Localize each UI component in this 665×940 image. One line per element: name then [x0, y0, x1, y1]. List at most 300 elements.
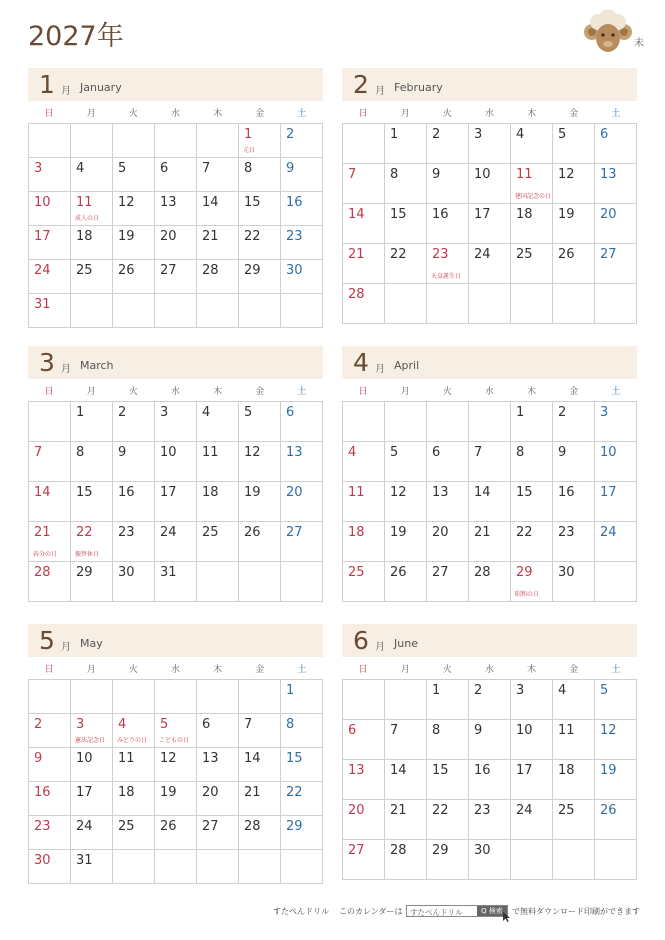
month-header [342, 624, 637, 657]
day-cell [595, 244, 637, 284]
day-cell [427, 720, 469, 760]
month-header [28, 68, 323, 101]
day-cell [29, 714, 71, 748]
week-row [29, 562, 323, 602]
day-number: 18 [118, 785, 135, 800]
month-header [28, 346, 323, 379]
day-number: 12 [558, 167, 575, 182]
day-cell [113, 714, 155, 748]
day-number: 6 [202, 717, 211, 732]
day-cell [155, 714, 197, 748]
day-number: 20 [432, 525, 449, 540]
day-number: 30 [474, 843, 491, 858]
day-cell [155, 850, 197, 884]
day-number: 6 [432, 445, 441, 460]
day-cell [469, 680, 511, 720]
day-number: 30 [286, 263, 303, 278]
day-cell [197, 680, 239, 714]
day-number: 3 [474, 127, 483, 142]
footer-brand[interactable]: すたぺんドリル [273, 907, 329, 916]
weekday-label: 日 [44, 108, 54, 119]
day-number: 19 [118, 229, 135, 244]
weekday-label: 火 [442, 108, 452, 119]
weekday-label: 土 [611, 386, 621, 397]
day-number: 11 [516, 167, 533, 182]
weekday-label: 日 [44, 386, 54, 397]
day-cell [239, 748, 281, 782]
weekday-row [342, 657, 637, 679]
day-number: 9 [118, 445, 127, 460]
month-header [28, 624, 323, 657]
month-number: 1 [39, 70, 55, 99]
day-number: 1 [286, 683, 295, 698]
day-cell [239, 260, 281, 294]
week-row [29, 680, 323, 714]
weekday-label: 日 [44, 664, 54, 675]
week-row [29, 522, 323, 562]
day-number: 19 [160, 785, 177, 800]
day-cell [511, 244, 553, 284]
day-cell [197, 782, 239, 816]
month-number: 6 [353, 626, 369, 655]
day-cell [197, 158, 239, 192]
day-cell [511, 680, 553, 720]
day-cell [427, 800, 469, 840]
month-may [28, 624, 323, 884]
day-number: 2 [286, 127, 295, 142]
day-cell [553, 124, 595, 164]
week-row [343, 562, 637, 602]
day-cell [71, 850, 113, 884]
day-number: 21 [390, 803, 407, 818]
day-cell [155, 748, 197, 782]
day-cell [343, 680, 385, 720]
holiday-name: 春分の日 [33, 551, 58, 558]
day-number: 31 [34, 297, 51, 312]
day-number: 4 [202, 405, 211, 420]
day-cell [71, 522, 113, 562]
day-number: 3 [76, 717, 85, 732]
day-cell [281, 124, 323, 158]
day-number: 7 [390, 723, 399, 738]
day-grid [28, 123, 323, 328]
day-cell [427, 522, 469, 562]
day-cell [113, 850, 155, 884]
day-cell [29, 158, 71, 192]
day-cell [469, 124, 511, 164]
day-number: 17 [600, 485, 617, 500]
day-number: 1 [76, 405, 85, 420]
day-cell [385, 442, 427, 482]
day-cell [281, 442, 323, 482]
day-number: 20 [600, 207, 617, 222]
day-grid [28, 401, 323, 602]
day-number: 11 [76, 195, 93, 210]
week-row [343, 442, 637, 482]
day-cell [595, 164, 637, 204]
day-number: 28 [474, 565, 491, 580]
month-header [342, 346, 637, 379]
day-number: 25 [118, 819, 135, 834]
day-cell [155, 482, 197, 522]
day-cell [385, 204, 427, 244]
day-number: 22 [432, 803, 449, 818]
weekday-row [28, 379, 323, 401]
day-number: 1 [390, 127, 399, 142]
day-cell [155, 522, 197, 562]
day-number: 25 [202, 525, 219, 540]
month-english-name: January [80, 81, 122, 94]
day-cell [595, 482, 637, 522]
day-cell [553, 284, 595, 324]
day-cell [553, 680, 595, 720]
day-cell [281, 522, 323, 562]
weekday-label: 月 [86, 108, 96, 119]
day-cell [469, 442, 511, 482]
day-cell [595, 562, 637, 602]
day-cell [155, 442, 197, 482]
day-number: 28 [244, 819, 261, 834]
day-number: 28 [34, 565, 51, 580]
day-cell [511, 442, 553, 482]
day-cell [155, 260, 197, 294]
week-row [29, 402, 323, 442]
day-number: 11 [348, 485, 365, 500]
day-number: 15 [244, 195, 261, 210]
day-cell [553, 562, 595, 602]
day-number: 22 [76, 525, 93, 540]
day-number: 26 [160, 819, 177, 834]
day-number: 21 [202, 229, 219, 244]
day-cell [29, 748, 71, 782]
week-row [343, 284, 637, 324]
day-cell [155, 158, 197, 192]
holiday-name: 建国記念の日 [515, 193, 552, 200]
day-number: 9 [474, 723, 483, 738]
day-number: 23 [432, 247, 449, 262]
day-cell [553, 840, 595, 880]
day-number: 8 [432, 723, 441, 738]
day-cell [113, 816, 155, 850]
weekday-label: 月 [86, 664, 96, 675]
day-number: 26 [118, 263, 135, 278]
day-number: 22 [244, 229, 261, 244]
day-cell [385, 124, 427, 164]
day-number: 30 [558, 565, 575, 580]
weekday-row [28, 657, 323, 679]
cursor-icon [503, 912, 511, 922]
footer-search-input[interactable]: すたぺんドリル [410, 908, 463, 917]
day-cell [469, 840, 511, 880]
month-june [342, 624, 637, 880]
day-number: 7 [202, 161, 211, 176]
day-cell [155, 816, 197, 850]
day-cell [71, 782, 113, 816]
day-cell [113, 124, 155, 158]
day-number: 26 [244, 525, 261, 540]
day-number: 4 [348, 445, 357, 460]
day-number: 26 [600, 803, 617, 818]
day-number: 4 [558, 683, 567, 698]
day-cell [385, 402, 427, 442]
day-cell [511, 800, 553, 840]
month-kanji: 月 [375, 642, 385, 653]
day-number: 24 [600, 525, 617, 540]
day-cell [29, 482, 71, 522]
day-cell [239, 402, 281, 442]
weekday-label: 金 [255, 664, 265, 675]
day-grid [342, 123, 637, 324]
day-cell [71, 748, 113, 782]
day-cell [29, 522, 71, 562]
month-english-name: June [394, 637, 418, 650]
day-cell [197, 522, 239, 562]
day-cell [469, 760, 511, 800]
day-number: 7 [34, 445, 43, 460]
day-cell [511, 402, 553, 442]
day-cell [427, 284, 469, 324]
week-row [29, 192, 323, 226]
page-title: 2027年 [28, 21, 124, 52]
day-cell [427, 244, 469, 284]
weekday-label: 土 [297, 108, 307, 119]
day-number: 20 [202, 785, 219, 800]
day-number: 23 [474, 803, 491, 818]
week-row [29, 260, 323, 294]
day-cell [155, 782, 197, 816]
day-number: 23 [34, 819, 51, 834]
day-number: 9 [286, 161, 295, 176]
month-kanji: 月 [61, 364, 71, 375]
day-number: 9 [34, 751, 43, 766]
day-number: 19 [558, 207, 575, 222]
day-number: 17 [160, 485, 177, 500]
day-cell [385, 760, 427, 800]
day-number: 16 [34, 785, 51, 800]
weekday-label: 木 [527, 664, 537, 675]
weekday-row [28, 101, 323, 123]
day-cell [595, 284, 637, 324]
weekday-label: 火 [128, 386, 138, 397]
day-cell [71, 680, 113, 714]
day-cell [29, 226, 71, 260]
day-cell [511, 204, 553, 244]
week-row [343, 402, 637, 442]
day-cell [595, 442, 637, 482]
week-row [343, 760, 637, 800]
day-number: 28 [202, 263, 219, 278]
day-cell [281, 402, 323, 442]
month-number: 5 [39, 626, 55, 655]
weekday-label: 月 [400, 108, 410, 119]
day-cell [113, 782, 155, 816]
day-number: 14 [390, 763, 407, 778]
day-number: 21 [34, 525, 51, 540]
day-cell [553, 522, 595, 562]
day-number: 13 [160, 195, 177, 210]
day-cell [427, 760, 469, 800]
month-january [28, 68, 323, 328]
day-cell [239, 562, 281, 602]
day-number: 2 [118, 405, 127, 420]
day-number: 2 [432, 127, 441, 142]
day-number: 21 [348, 247, 365, 262]
day-cell [113, 680, 155, 714]
weekday-label: 月 [400, 664, 410, 675]
day-number: 23 [118, 525, 135, 540]
day-cell [427, 840, 469, 880]
day-number: 28 [348, 287, 365, 302]
day-number: 3 [160, 405, 169, 420]
day-cell [239, 158, 281, 192]
day-cell [469, 522, 511, 562]
day-cell [281, 782, 323, 816]
day-number: 27 [600, 247, 617, 262]
day-number: 24 [160, 525, 177, 540]
day-grid [342, 679, 637, 880]
week-row [29, 442, 323, 482]
day-cell [29, 782, 71, 816]
weekday-label: 木 [527, 386, 537, 397]
day-cell [71, 714, 113, 748]
footer-text-after: で無料ダウンロード印刷ができます [512, 907, 640, 916]
week-row [343, 482, 637, 522]
day-number: 14 [34, 485, 51, 500]
month-number: 4 [353, 348, 369, 377]
day-number: 29 [286, 819, 303, 834]
day-cell [29, 680, 71, 714]
month-number: 3 [39, 348, 55, 377]
weekday-row [342, 101, 637, 123]
day-cell [71, 226, 113, 260]
day-cell [281, 482, 323, 522]
weekday-label: 金 [569, 664, 579, 675]
day-number: 6 [600, 127, 609, 142]
day-number: 3 [600, 405, 609, 420]
day-cell [239, 226, 281, 260]
weekday-label: 火 [128, 108, 138, 119]
day-cell [197, 192, 239, 226]
day-number: 4 [76, 161, 85, 176]
day-cell [197, 124, 239, 158]
day-number: 15 [390, 207, 407, 222]
day-number: 28 [390, 843, 407, 858]
weekday-label: 月 [86, 386, 96, 397]
day-cell [343, 402, 385, 442]
week-row [29, 714, 323, 748]
day-number: 18 [348, 525, 365, 540]
day-number: 20 [160, 229, 177, 244]
day-number: 14 [202, 195, 219, 210]
day-number: 5 [390, 445, 399, 460]
day-number: 25 [348, 565, 365, 580]
day-cell [469, 720, 511, 760]
day-cell [29, 816, 71, 850]
week-row [29, 782, 323, 816]
day-number: 17 [76, 785, 93, 800]
day-number: 10 [474, 167, 491, 182]
month-kanji: 月 [61, 642, 71, 653]
month-kanji: 月 [61, 86, 71, 97]
weekday-label: 水 [484, 386, 494, 397]
day-cell [281, 158, 323, 192]
day-number: 12 [160, 751, 177, 766]
holiday-name: 成人の日 [75, 215, 100, 222]
day-number: 13 [432, 485, 449, 500]
day-cell [343, 284, 385, 324]
day-cell [71, 402, 113, 442]
week-row [29, 748, 323, 782]
day-cell [343, 840, 385, 880]
day-cell [197, 482, 239, 522]
day-cell [197, 850, 239, 884]
weekday-label: 日 [358, 108, 368, 119]
day-cell [239, 714, 281, 748]
day-cell [197, 260, 239, 294]
day-number: 11 [558, 723, 575, 738]
day-number: 10 [516, 723, 533, 738]
day-cell [29, 260, 71, 294]
footer-search-box[interactable] [406, 905, 508, 917]
day-number: 15 [76, 485, 93, 500]
holiday-name: みどりの日 [117, 737, 148, 744]
day-cell [427, 204, 469, 244]
day-cell [553, 244, 595, 284]
day-cell [197, 562, 239, 602]
footer-text-before: このカレンダーは [339, 907, 403, 916]
day-cell [281, 226, 323, 260]
day-number: 22 [390, 247, 407, 262]
sheep-icon [578, 10, 638, 58]
day-grid [342, 401, 637, 602]
day-cell [595, 720, 637, 760]
day-cell [385, 522, 427, 562]
footer-search-button[interactable]: Q 検索 [477, 906, 507, 916]
day-cell [427, 402, 469, 442]
day-number: 16 [432, 207, 449, 222]
day-cell [29, 850, 71, 884]
weekday-label: 水 [170, 108, 180, 119]
month-february [342, 68, 637, 324]
day-number: 15 [432, 763, 449, 778]
day-number: 10 [76, 751, 93, 766]
day-number: 30 [118, 565, 135, 580]
week-row [343, 720, 637, 760]
day-number: 12 [390, 485, 407, 500]
day-cell [511, 522, 553, 562]
week-row [343, 124, 637, 164]
day-number: 29 [244, 263, 261, 278]
day-cell [155, 226, 197, 260]
day-number: 26 [558, 247, 575, 262]
holiday-name: 憲法記念日 [75, 737, 106, 744]
day-cell [595, 680, 637, 720]
day-cell [71, 816, 113, 850]
day-cell [197, 402, 239, 442]
week-row [29, 226, 323, 260]
day-cell [281, 192, 323, 226]
day-cell [197, 442, 239, 482]
weekday-label: 金 [569, 108, 579, 119]
day-number: 22 [516, 525, 533, 540]
day-cell [469, 164, 511, 204]
day-cell [553, 800, 595, 840]
weekday-label: 月 [400, 386, 410, 397]
day-cell [239, 124, 281, 158]
day-number: 9 [558, 445, 567, 460]
day-cell [281, 680, 323, 714]
day-cell [595, 840, 637, 880]
